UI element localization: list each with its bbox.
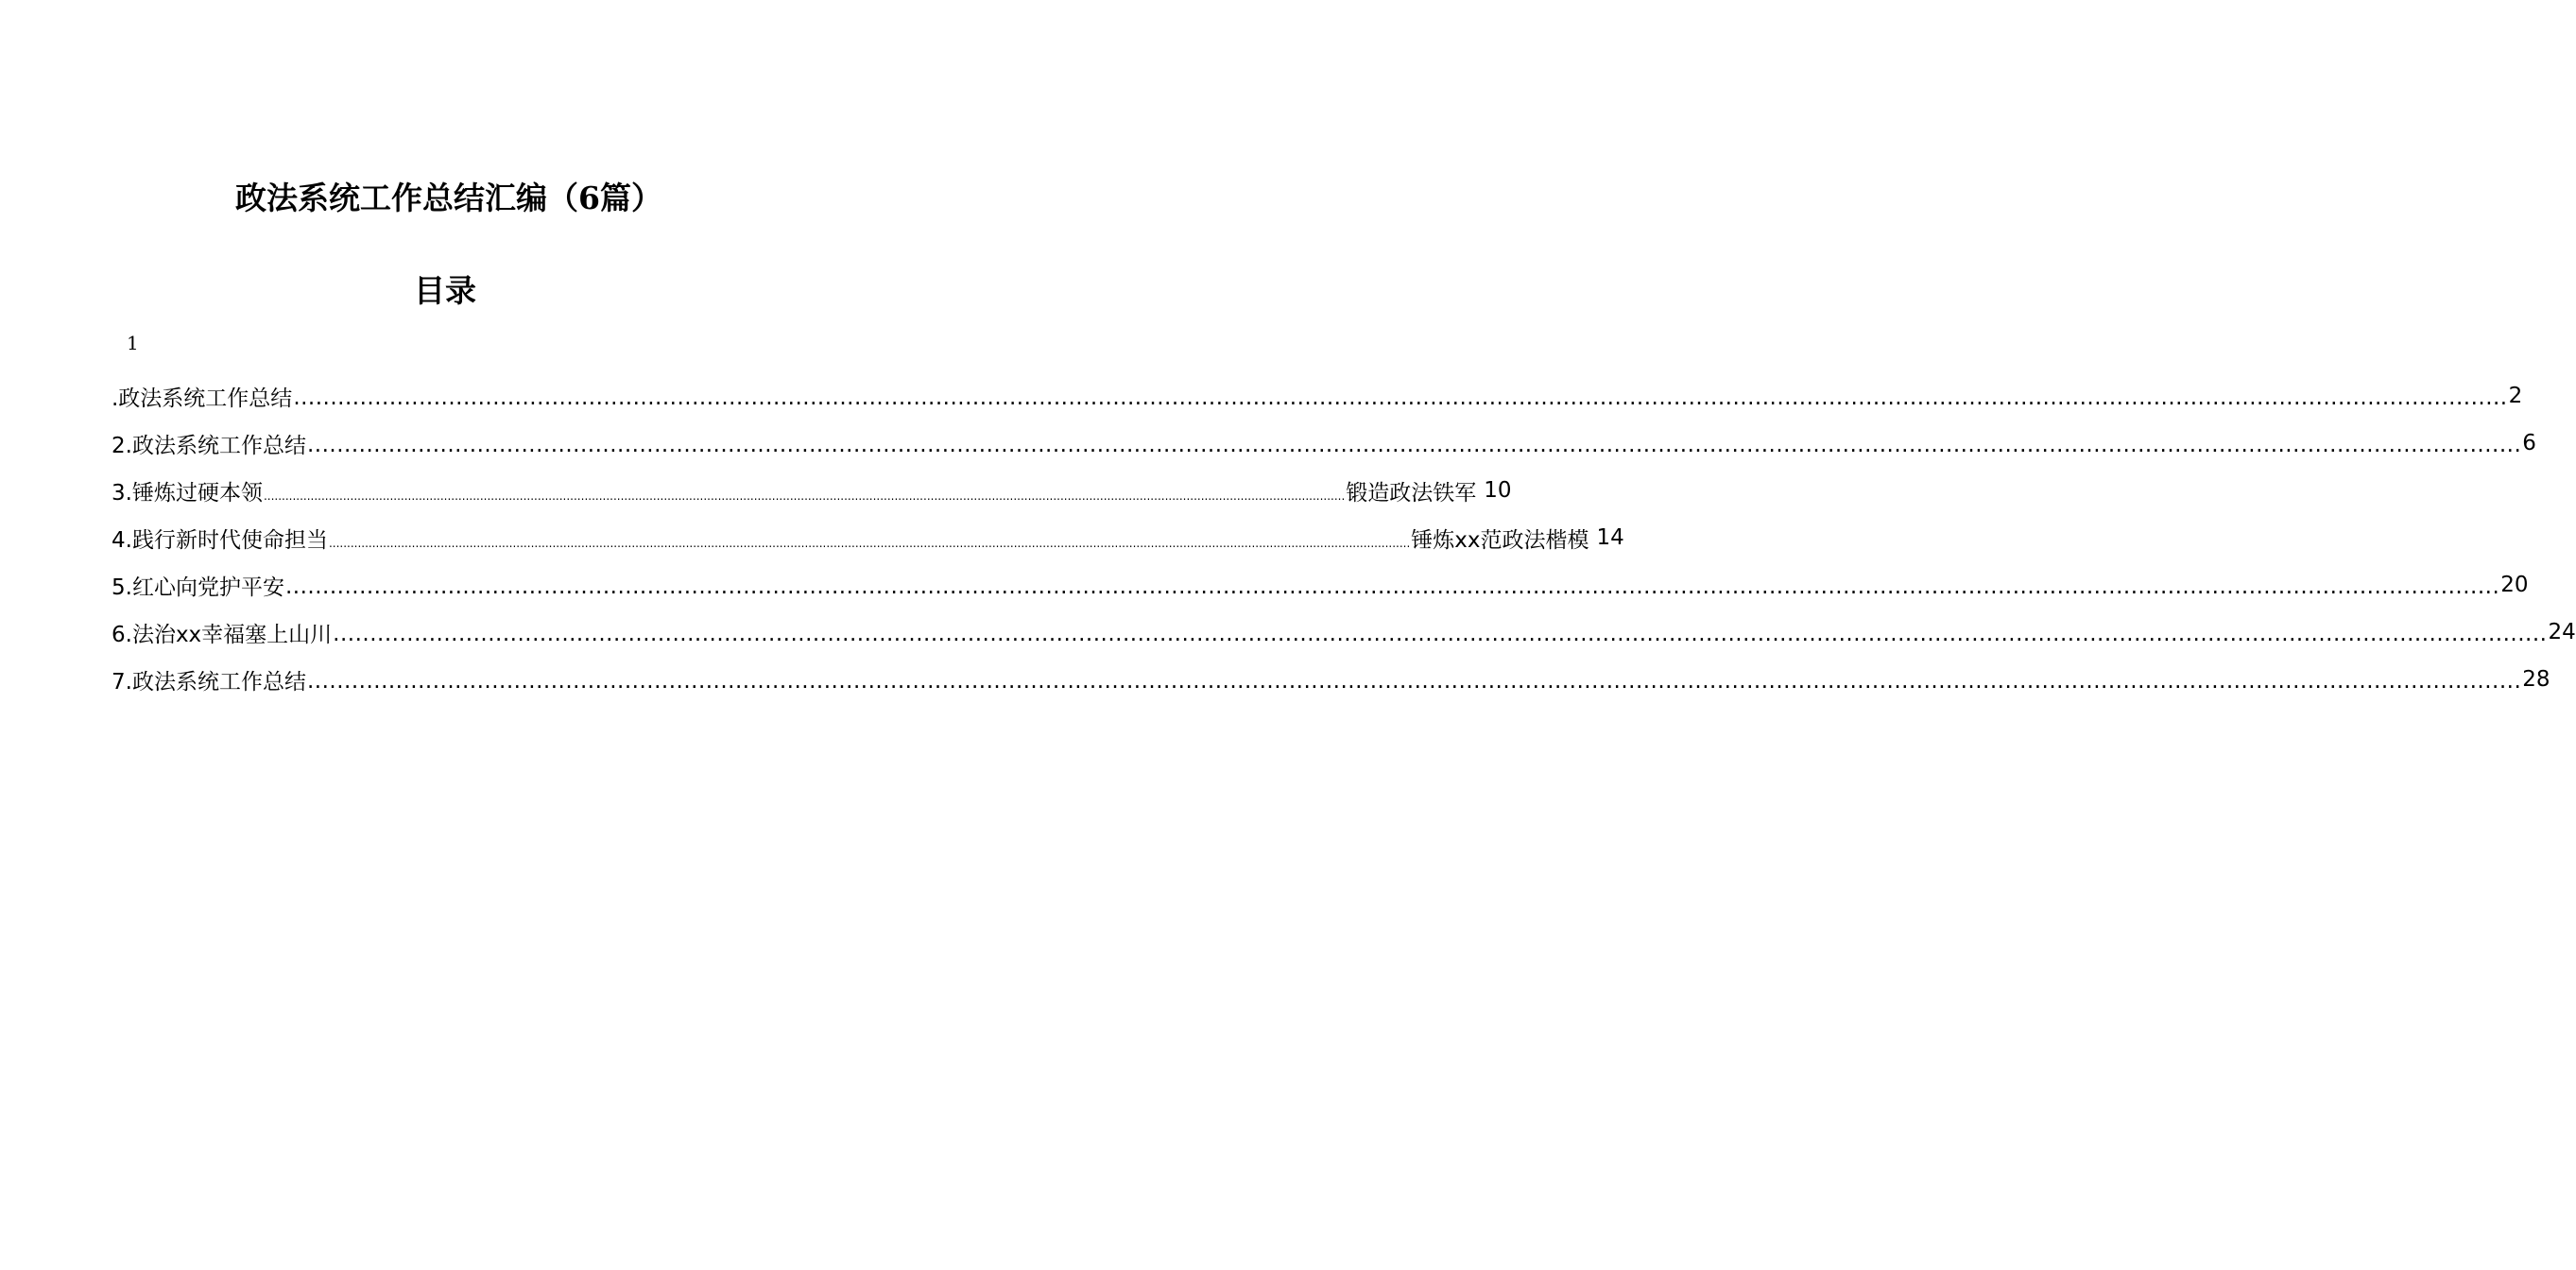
toc-entry[interactable] (112, 609, 2576, 656)
toc-leader: ............................................................................................................................................................................................................................................................................................................ (306, 669, 2522, 694)
toc-entry-page: 10 (1484, 478, 1512, 503)
toc-entry-page: 2 (2508, 384, 2523, 408)
table-of-contents (112, 372, 2576, 703)
toc-entry-title: 6.法治xx幸福塞上山川 (112, 622, 333, 647)
toc-entry-page: 24 (2548, 620, 2576, 644)
toc-entry-subtitle: 锤炼xx范政法楷模 (1411, 527, 1589, 553)
toc-entry-page: 28 (2522, 667, 2550, 692)
toc-entry-title: 4.践行新时代使命担当 (112, 527, 328, 553)
toc-number: 1 (127, 332, 139, 354)
toc-entry-title: 3.锤炼过硬本领 (112, 480, 263, 506)
document-title: 政法系统工作总结汇编（6篇） (235, 180, 662, 216)
toc-entry[interactable] (112, 372, 2523, 420)
toc-entry-page: 6 (2522, 431, 2536, 455)
toc-leader: ............................................................................................................................................................................................................................................................................................................ (284, 575, 2500, 599)
toc-entry-title: 2.政法系统工作总结 (112, 433, 306, 458)
toc-entry[interactable] (112, 561, 2529, 609)
toc-entry-page: 14 (1596, 525, 1624, 550)
toc-entry[interactable] (112, 420, 2536, 467)
toc-entry-subtitle: 锻造政法铁军 (1346, 480, 1477, 506)
toc-leader: ............................................................................................................................................................................................................................................................................................................ (263, 489, 1346, 503)
toc-leader: ............................................................................................................................................................................................................................................................................................................ (328, 537, 1411, 550)
toc-leader: ............................................................................................................................................................................................................................................................................................................ (306, 433, 2522, 457)
toc-leader: ............................................................................................................................................................................................................................................................................................................ (333, 622, 2548, 646)
toc-entry[interactable] (112, 467, 1512, 514)
toc-entry[interactable] (112, 656, 2550, 703)
toc-entry-page: 20 (2500, 573, 2529, 597)
toc-entry-title: 5.红心向党护平安 (112, 575, 284, 600)
toc-leader: ............................................................................................................................................................................................................................................................................................................ (293, 386, 2508, 410)
toc-heading: 目录 (414, 272, 476, 309)
toc-entry[interactable] (112, 514, 1624, 561)
toc-entry-title: 7.政法系统工作总结 (112, 669, 306, 695)
toc-entry-title: .政法系统工作总结 (112, 386, 293, 411)
